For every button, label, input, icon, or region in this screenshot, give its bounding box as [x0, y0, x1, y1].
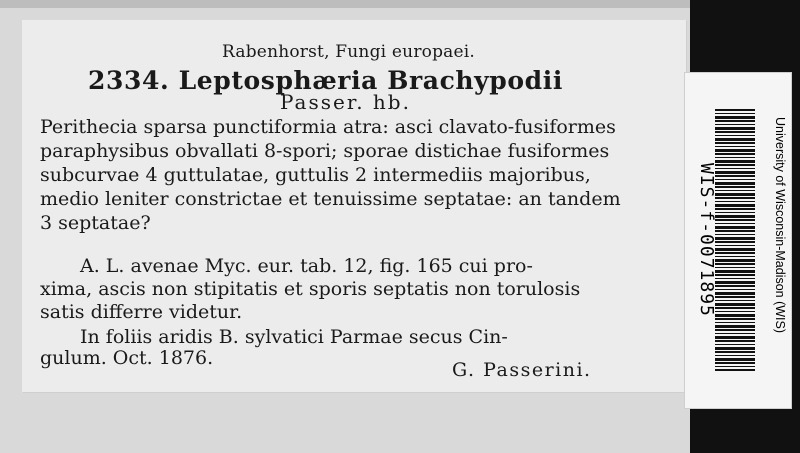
sheet-edge — [0, 0, 800, 8]
description-line: paraphysibus obvallati 8-spori; sporae distichae fusiformes — [40, 140, 610, 162]
barcode-bars — [715, 109, 755, 371]
taxon-author: Passer. hb. — [280, 90, 411, 114]
note-line: A. L. avenae Myc. eur. tab. 12, fig. 165 cui pro- — [80, 255, 533, 277]
note-line: xima, ascis non stipitatis et sporis septatis non torulosis — [40, 278, 581, 300]
specimen-label — [22, 20, 686, 392]
exsiccata-number: 2334. — [88, 66, 170, 95]
description-line: subcurvae 4 guttulatae, guttulis 2 intermediis majoribus, — [40, 164, 591, 186]
institution-name: University of Wisconsin-Madison (WIS) — [773, 117, 787, 334]
barcode-number: WIS-f-0071895 — [696, 163, 717, 317]
description-line: 3 septatae? — [40, 212, 151, 234]
barcode-tag — [684, 72, 792, 409]
taxon-name: Leptosphæria Brachypodii — [178, 66, 563, 95]
series-title: Rabenhorst, Fungi europaei. — [222, 42, 475, 62]
locality-line: In foliis aridis B. sylvatici Parmae secus Cin- — [80, 326, 508, 348]
collector-name: G. Passerini. — [452, 359, 592, 381]
description-line: medio leniter constrictae et tenuissime septatae: an tandem — [40, 188, 621, 210]
note-line: satis differre videtur. — [40, 301, 243, 323]
description-line: Perithecia sparsa punctiformia atra: asci clavato-fusiformes — [40, 116, 616, 138]
locality-line: gulum. Oct. 1876. — [40, 347, 214, 369]
